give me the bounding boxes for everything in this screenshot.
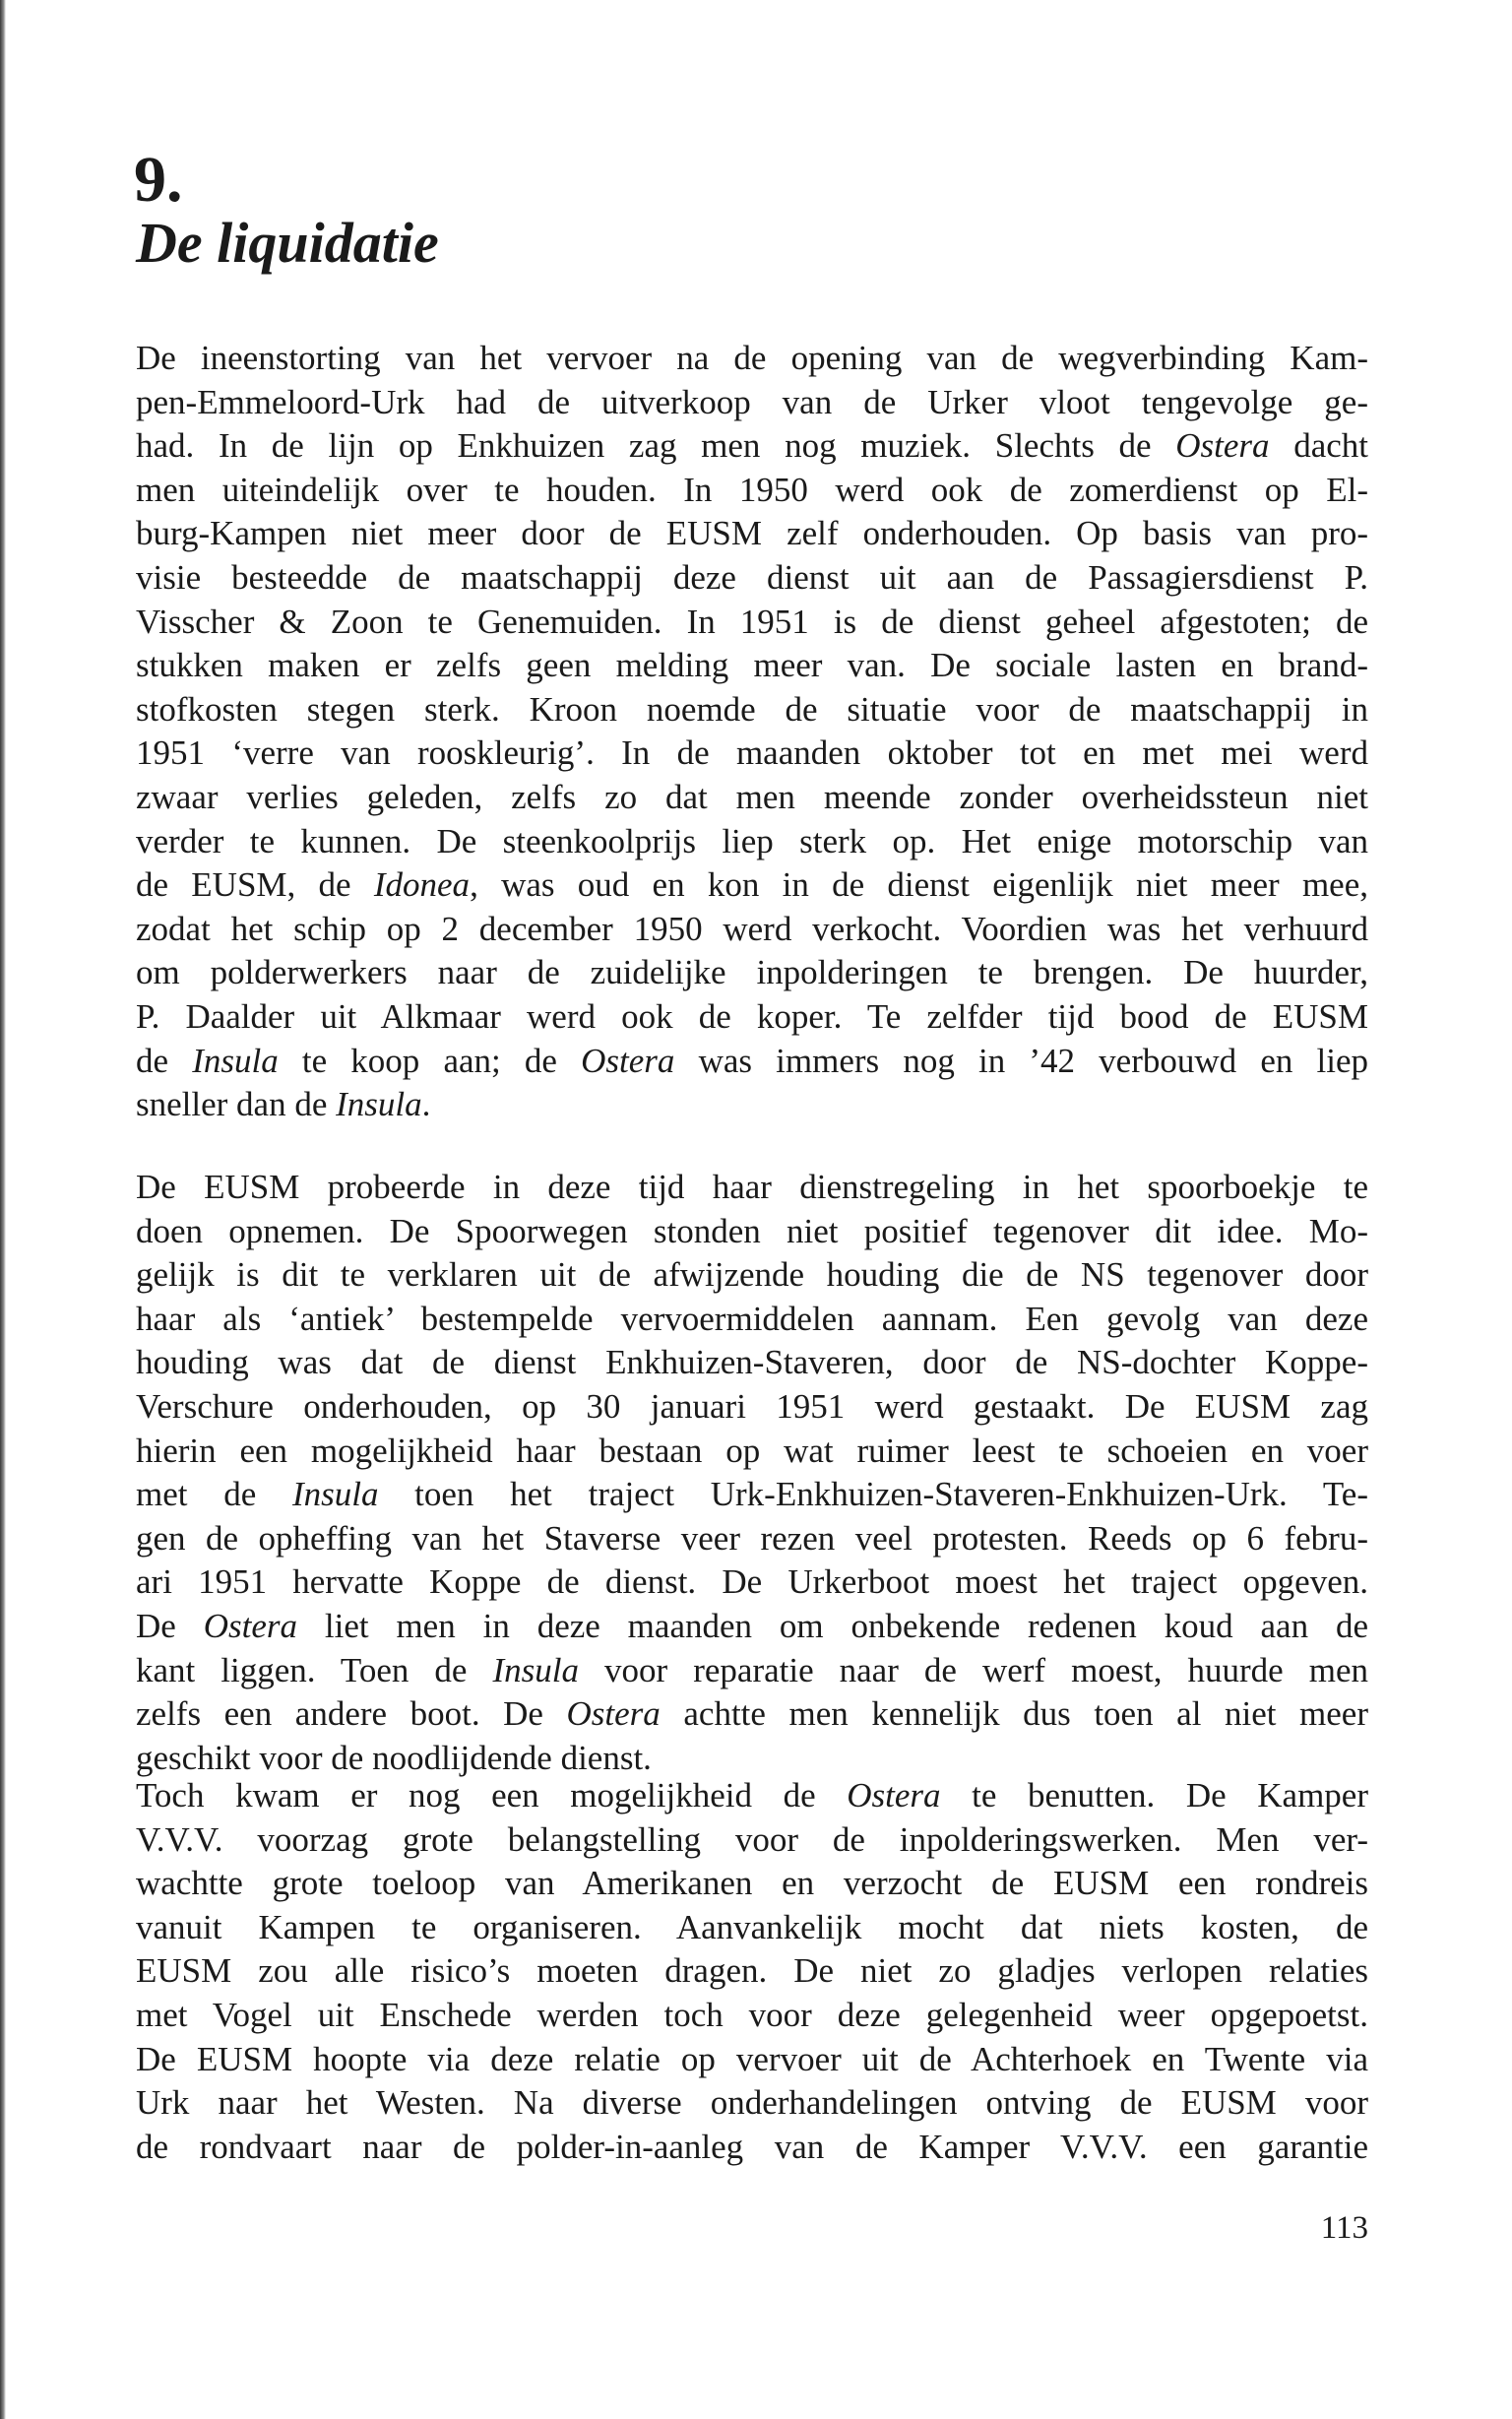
text-line: met Vogel uit Enschede werden toch voor deze gelegenheid weer opgepoetst.: [136, 1995, 1368, 2034]
chapter-title: De liquidatie: [136, 211, 439, 275]
chapter-number: 9.: [134, 144, 183, 216]
text-line: De EUSM probeerde in deze tijd haar dienstregeling in het spoorboekje te: [136, 1168, 1368, 1206]
text-line: burg-Kampen niet meer door de EUSM zelf onderhouden. Op basis van pro-: [136, 514, 1368, 553]
ship-name: Insula: [291, 1475, 379, 1514]
text-line: zelfs een andere boot. De Ostera achtte men kennelijk dus toen al niet meer: [136, 1694, 1368, 1734]
text-line: visie besteedde de maatschappij deze dienst uit aan de Passagiersdienst P.: [136, 557, 1368, 597]
text-line: stofkosten stegen sterk. Kroon noemde de situatie voor de maatschappij in: [136, 689, 1368, 729]
text-line: EUSM zou alle risico’s moeten dragen. De niet zo gladjes verlopen relaties: [136, 1951, 1368, 1991]
text-line: Urk naar het Westen. Na diverse onderhandelingen ontving de EUSM voor: [136, 2083, 1368, 2123]
text-line: geschikt voor de noodlijdende dienst.: [136, 1738, 652, 1777]
text-line: ari 1951 hervatte Koppe de dienst. De Urkerboot moest het traject opgeven.: [136, 1562, 1368, 1602]
text-line: zwaar verlies geleden, zelfs zo dat men meende zonder overheidssteun niet: [136, 777, 1368, 816]
text-line: de rondvaart naar de polder-in-aanleg van de Kamper V.V.V. een garantie: [136, 2127, 1368, 2166]
text-line: met de Insula toen het traject Urk-Enkhuizen-Staveren-Enkhuizen-Urk. Te-: [136, 1475, 1368, 1514]
text-line: Toch kwam er nog een mogelijkheid de Ostera te benutten. De Kamper: [136, 1776, 1368, 1814]
ship-name: Insula: [192, 1041, 279, 1080]
text-line: haar als ‘antiek’ bestempelde vervoermiddelen aannam. Een gevolg van deze: [136, 1299, 1368, 1338]
text-line: hierin een mogelijkheid haar bestaan op wat ruimer leest te schoeien en voer: [136, 1431, 1368, 1470]
text-line: om polderwerkers naar de zuidelijke inpolderingen te brengen. De huurder,: [136, 953, 1368, 992]
text-line: Verschure onderhouden, op 30 januari 1951 werd gestaakt. De EUSM zag: [136, 1386, 1368, 1426]
ship-name: Ostera: [203, 1606, 297, 1645]
text-line: zodat het schip op 2 december 1950 werd verkocht. Voordien was het verhuurd: [136, 909, 1368, 948]
ship-name: Insula: [492, 1650, 579, 1689]
text-line: doen opnemen. De Spoorwegen stonden niet positief tegenover dit idee. Mo-: [136, 1211, 1368, 1250]
text-line: de Insula te koop aan; de Ostera was immers nog in ’42 verbouwd en liep: [136, 1041, 1368, 1080]
text-line: de EUSM, de Idonea, was oud en kon in de dienst eigenlijk niet meer mee,: [136, 865, 1368, 905]
text-line: 1951 ‘verre van rooskleurig’. In de maanden oktober tot en met mei werd: [136, 733, 1368, 773]
text-line: stukken maken er zelfs geen melding meer van. De sociale lasten en brand-: [136, 646, 1368, 685]
ship-name: Idonea: [373, 865, 471, 905]
text-line: vanuit Kampen te organiseren. Aanvankelijk mocht dat niets kosten, de: [136, 1907, 1368, 1946]
text-line: pen-Emmeloord-Urk had de uitverkoop van de Urker vloot tengevolge ge-: [136, 382, 1368, 421]
text-line: kant liggen. Toen de Insula voor reparatie naar de werf moest, huurde men: [136, 1650, 1368, 1689]
ship-name: Insula: [336, 1085, 422, 1124]
text-line: De ineenstorting van het vervoer na de opening van de wegverbinding Kam-: [136, 339, 1368, 377]
text-line: P. Daalder uit Alkmaar werd ook de koper. Te zelfder tijd bood de EUSM: [136, 996, 1368, 1036]
ship-name: Ostera: [1175, 426, 1270, 466]
text-line: verder te kunnen. De steenkoolprijs liep sterk op. Het enige motorschip van: [136, 821, 1368, 860]
page-number: 113: [1320, 2210, 1368, 2246]
text-line: men uiteindelijk over te houden. In 1950 werd ook de zomerdienst op El-: [136, 470, 1368, 509]
text-line: wachtte grote toeloop van Amerikanen en verzocht de EUSM een rondreis: [136, 1864, 1368, 1903]
text-line: gen de opheffing van het Staverse veer rezen veel protesten. Reeds op 6 febru-: [136, 1518, 1368, 1558]
text-line: De EUSM hoopte via deze relatie op vervoer uit de Achterhoek en Twente via: [136, 2039, 1368, 2078]
text-line: sneller dan de Insula.: [136, 1085, 431, 1124]
text-line: V.V.V. voorzag grote belangstelling voor de inpolderingswerken. Men ver-: [136, 1819, 1368, 1859]
ship-name: Ostera: [566, 1694, 661, 1734]
text-line: gelijk is dit te verklaren uit de afwijzende houding die de NS tegenover door: [136, 1255, 1368, 1295]
text-line: had. In de lijn op Enkhuizen zag men nog muziek. Slechts de Ostera dacht: [136, 426, 1368, 466]
ship-name: Ostera: [581, 1041, 675, 1080]
text-line: De Ostera liet men in deze maanden om onbekende redenen koud aan de: [136, 1606, 1368, 1645]
ship-name: Ostera: [847, 1776, 941, 1814]
text-line: houding was dat de dienst Enkhuizen-Staveren, door de NS-dochter Koppe-: [136, 1343, 1368, 1382]
text-line: Visscher & Zoon te Genemuiden. In 1951 is de dienst geheel afgestoten; de: [136, 602, 1368, 641]
paragraph-2: [136, 1166, 1368, 1780]
page-edge-shadow: [0, 0, 6, 2419]
paragraph-1: [136, 337, 1368, 1127]
paragraph-3: [136, 1774, 1368, 2169]
